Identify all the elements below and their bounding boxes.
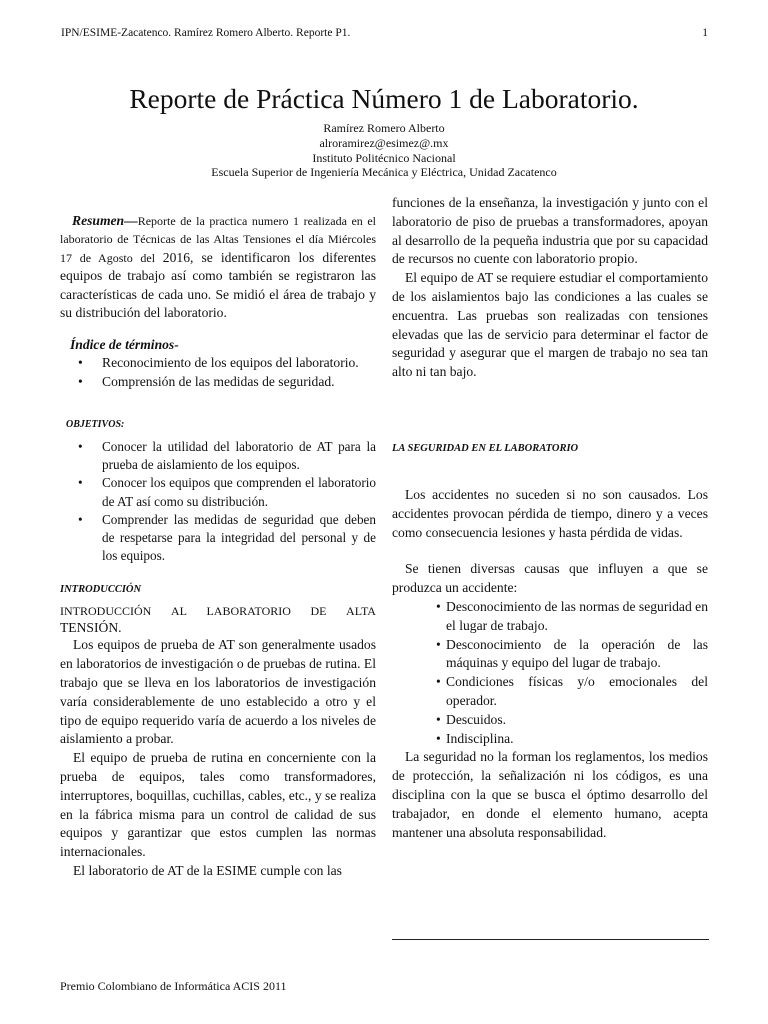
introduction-subheading-end: TENSIÓN. [60, 620, 122, 636]
objectives-list [60, 438, 376, 565]
index-terms-list [60, 354, 376, 392]
intro-paragraph-1: Los equipos de prueba de AT son generalmente usados en laboratorios de investigación o de pruebas de rutina. El trabajo que se lleva en los laboratorios de investigación varía considerablemente de uno establecido a otro y el tipo de equipo requerido varía de acuerdo a los niveles de aislamiento a probar. [60, 637, 376, 747]
intro-paragraph-3: El laboratorio de AT de la ESIME cumple con las [73, 863, 342, 879]
subheading-word: ALTA [346, 604, 376, 619]
subheading-word: AL [170, 604, 187, 619]
causes-intro-paragraph: Se tienen diversas causas que influyen a que se produzca un accidente: [392, 561, 708, 596]
list-item: • Descuidos. [392, 711, 708, 730]
list-item: • Comprensión de las medidas de seguridad. [60, 373, 376, 392]
index-terms-heading: Índice de términos- [70, 337, 179, 353]
list-item: • Condiciones físicas y/o emocionales del operador. [392, 673, 708, 711]
right-column [392, 194, 708, 842]
causes-list [392, 598, 708, 748]
objectives-heading: OBJETIVOS: [66, 419, 125, 431]
list-item: • Desconocimiento de la operación de las máquinas y equipo del lugar de trabajo. [392, 636, 708, 674]
abstract-text-small: Reporte de la practica numero 1 realizada en el laboratorio de Técnicas de las Altas Tensiones el día Miércoles 17 de Agosto del [60, 214, 376, 265]
introduction-heading: INTRODUCCIÓN [60, 584, 142, 596]
page-footer: Premio Colombiano de Informática ACIS 2011 [60, 979, 287, 993]
list-item: • Comprender las medidas de seguridad que deben de respetarse para la integridad del personal y de los equipos. [60, 511, 376, 566]
page-number: 1 [702, 27, 708, 39]
safety-heading: LA SEGURIDAD EN EL LABORATORIO [392, 442, 579, 454]
author-email: alroramirez@esimez@.mx [319, 135, 449, 150]
intro-paragraph-2: El equipo de prueba de rutina en concerniente con la prueba de equipos, tales como transformadores, interruptores, boquillas, cuchillas, cables, etc., y se realiza en la fábrica misma para un control de calidad de sus equipos y garantizar que estos cumplen las normas internacionales. [60, 750, 376, 860]
footnote-rule [392, 939, 709, 940]
at-equipment-paragraph: El equipo de AT se requiere estudiar el comportamiento de los aislamientos bajo las condiciones a las cuales se encuentra. Las pruebas son realizadas con tensiones elevadas que las de servicio para determinar el factor de seguridad y asegurar que el margen de trabajo no sea tan alto ni tan bajo. [392, 270, 708, 380]
list-item: • Indisciplina. [392, 730, 708, 749]
author-institution: Instituto Politécnico Nacional [312, 150, 456, 165]
list-item: • Conocer los equipos que comprenden el laboratorio de AT así como su distribución. [60, 474, 376, 510]
author-school: Escuela Superior de Ingeniería Mecánica y Eléctrica, Unidad Zacatenco [211, 165, 557, 180]
introduction-subheading [60, 603, 376, 619]
left-column [60, 212, 376, 881]
final-paragraph: La seguridad no la forman los reglamentos, los medios de protección, la señalización ni los códigos, es una disciplina con la que se busca el óptimo desarrollo del trabajador, en donde el elemento humano, acepta mantener una absoluta responsabilidad. [392, 749, 708, 840]
subheading-word: DE [310, 604, 327, 619]
list-item: • Reconocimiento de los equipos del laboratorio. [60, 354, 376, 373]
author-block [0, 121, 768, 180]
abstract-text-rest: , se identificaron los diferentes equipos de trabajo así como también se registraron las características de cada uno. Se midió el área de trabajo y su distribución del laboratorio. [60, 249, 376, 321]
paper-title: Reporte de Práctica Número 1 de Laboratorio. [129, 83, 639, 114]
author-name: Ramírez Romero Alberto [323, 121, 445, 135]
subheading-word: INTRODUCCIÓN [60, 604, 152, 619]
abstract [60, 212, 376, 322]
subheading-word: LABORATORIO [206, 604, 291, 619]
list-item: • Conocer la utilidad del laboratorio de AT para la prueba de aislamiento de los equipos. [60, 438, 376, 474]
accidents-paragraph: Los accidentes no suceden si no son causados. Los accidentes provocan pérdida de tiempo, dinero y a veces como consecuencia lesiones y hasta pérdida de vidas. [392, 486, 708, 540]
running-header: IPN/ESIME-Zacatenco. Ramírez Romero Alberto. Reporte P1. [61, 27, 351, 39]
list-item: • Desconocimiento de las normas de seguridad en el lugar de trabajo. [392, 598, 708, 636]
continued-paragraph: funciones de la enseñanza, la investigación y junto con el laboratorio de piso de pruebas a transformadores, apoyan al desarrollo de la pequeña industria que por su capacidad de recursos no cuente con laboratorio propio. [392, 195, 708, 267]
abstract-label: Resumen— [72, 213, 138, 228]
abstract-year: 2016 [162, 249, 190, 265]
